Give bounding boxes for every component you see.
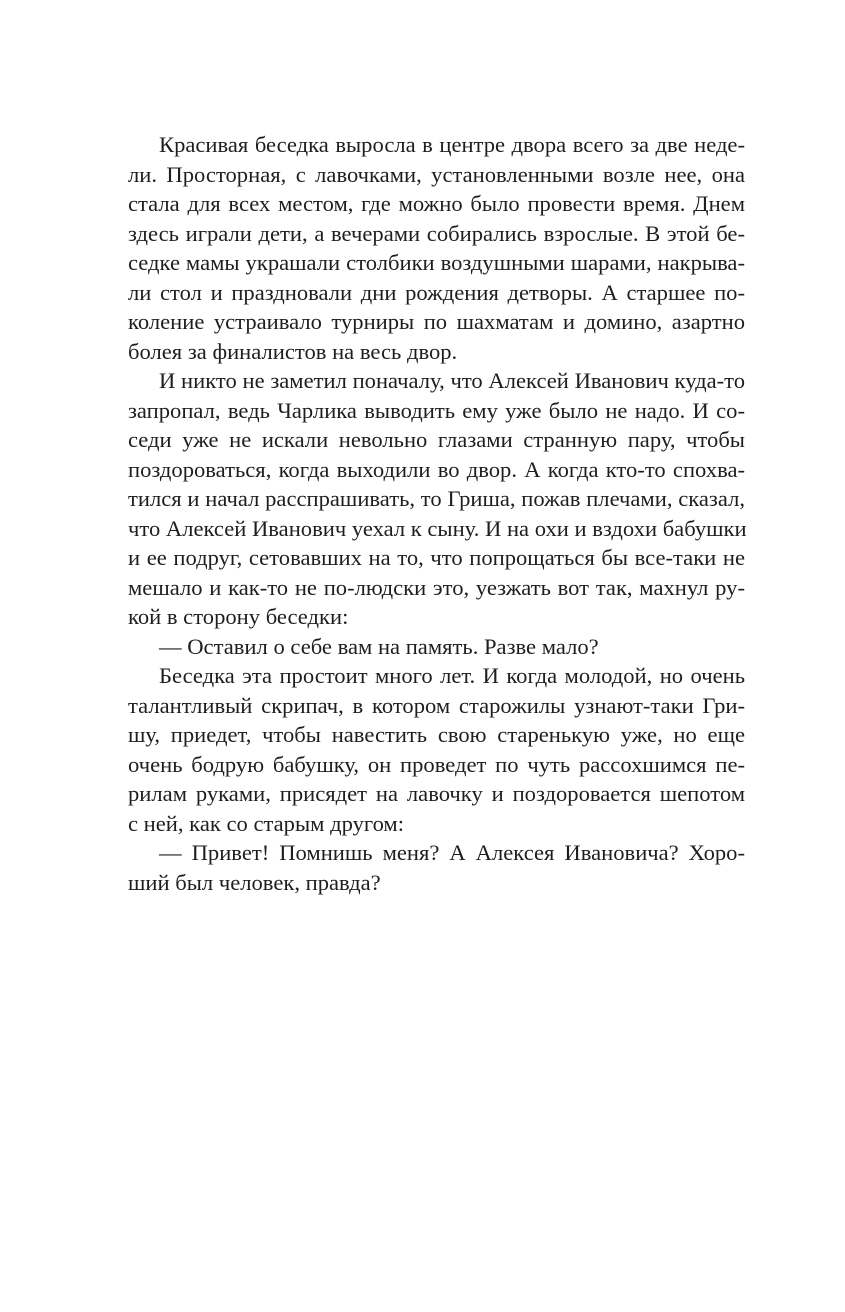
text-line: — Оставил о себе вам на память. Разве мало? bbox=[159, 633, 599, 659]
text-line: Красивая беседка выросла в центре двора всего за две неде- bbox=[159, 132, 745, 157]
text-line: рилам руками, присядет на лавочку и поздоровается шепотом bbox=[128, 781, 745, 806]
text-line: что Алексей Иванович уехал к сыну. И на охи и вздохи бабушки bbox=[128, 515, 747, 541]
text-line: очень бодрую бабушку, он проведет по чуть рассохшимся пе- bbox=[128, 751, 745, 777]
text-line: с ней, как со старым другом: bbox=[128, 810, 405, 836]
text-line: болея за финалистов на весь двор. bbox=[128, 338, 458, 364]
text-line: запропал, ведь Чарлика выводить ему уже было не надо. И со- bbox=[128, 397, 745, 423]
text-line: коление устраивало турниры по шахматам и домино, азартно bbox=[128, 309, 745, 334]
text-line: седке мамы украшали столбики воздушными шарами, накрыва- bbox=[128, 250, 745, 275]
text-line: седи уже не искали невольно глазами странную пару, чтобы bbox=[128, 427, 745, 452]
text-line: здесь играли дети, а вечерами собирались взрослые. В этой бе- bbox=[128, 220, 745, 246]
text-line: стала для всех местом, где можно было провести время. Днем bbox=[128, 191, 745, 216]
text-line: поздороваться, когда выходили во двор. А когда кто-то спохва- bbox=[128, 456, 745, 482]
paragraph-3 bbox=[128, 661, 745, 838]
dialogue-line-1 bbox=[128, 632, 745, 662]
text-line: мешало и как-то не по-людски это, уезжать вот так, махнул ру- bbox=[128, 574, 745, 600]
text-line: ли стол и праздновали дни рождения детворы. А старшее по- bbox=[128, 279, 745, 305]
body-text bbox=[128, 130, 745, 897]
text-line: и ее подруг, сетовавших на то, что попрощаться бы все-таки не bbox=[128, 545, 745, 570]
paragraph-2 bbox=[128, 366, 745, 632]
text-line: ший был человек, правда? bbox=[128, 869, 381, 895]
paragraph-1 bbox=[128, 130, 745, 366]
dialogue-line-2 bbox=[128, 838, 745, 897]
text-line: кой в сторону беседки: bbox=[128, 604, 349, 629]
text-line: И никто не заметил поначалу, что Алексей Иванович куда-то bbox=[159, 368, 745, 393]
text-line: шу, приедет, чтобы навестить свою старенькую уже, но еще bbox=[128, 722, 745, 747]
text-line: ли. Просторная, с лавочками, установленными возле нее, она bbox=[128, 161, 745, 187]
text-line: тился и начал расспрашивать, то Гриша, пожав плечами, сказал, bbox=[128, 486, 745, 511]
text-line: Беседка эта простоит много лет. И когда молодой, но очень bbox=[159, 663, 745, 688]
text-line: — Привет! Помнишь меня? А Алексея Ивановича? Хоро- bbox=[159, 840, 745, 865]
text-line: талантливый скрипач, в котором старожилы узнают-таки Гри- bbox=[128, 692, 745, 718]
